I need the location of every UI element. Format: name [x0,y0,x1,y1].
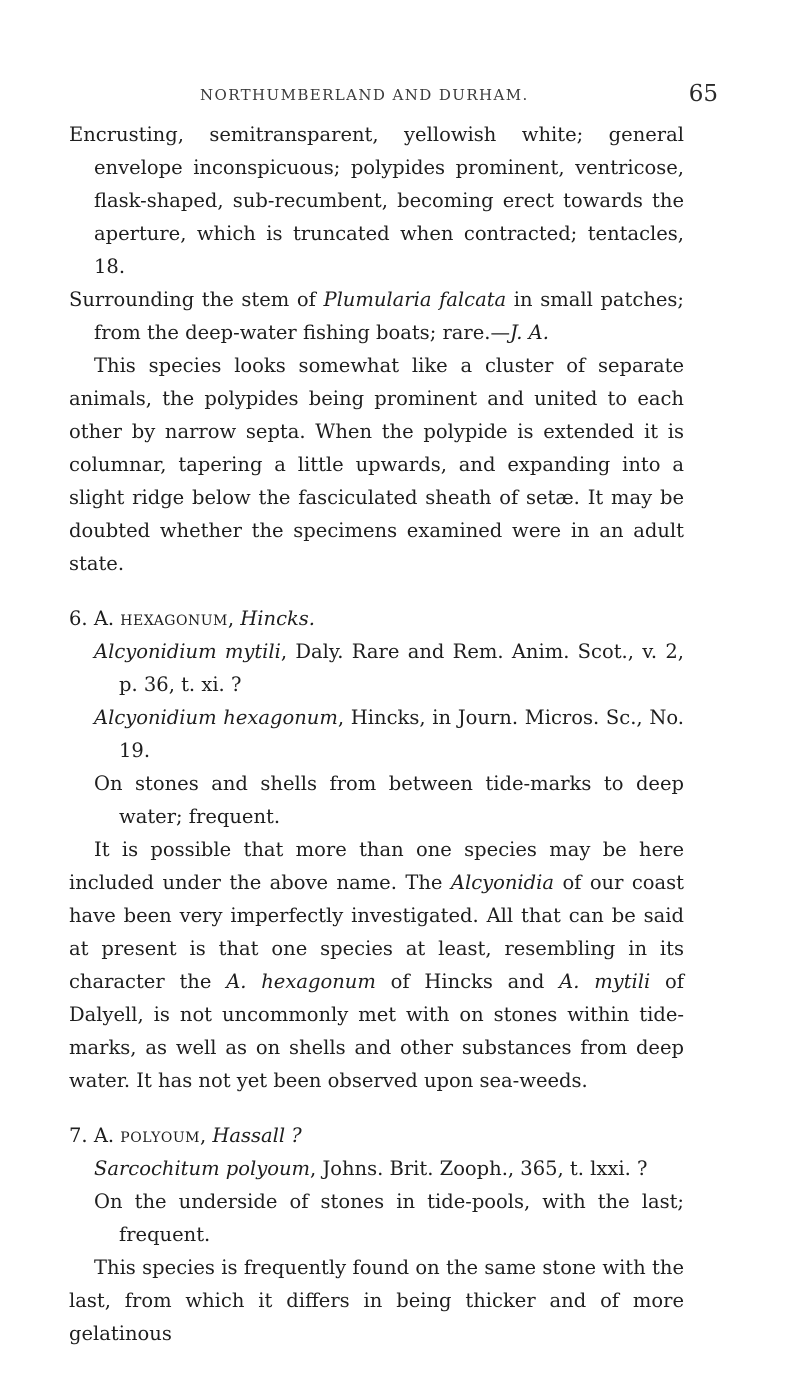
remarks-paragraph: It is possible that more than one species may be here included under the above name. The Alcyonidia of our coast have been very imperfectly investigated. All that can be said at present is that one species at least, resembling in its character the A. hexagonum of Hincks and A. mytili of Dalyell, is not uncommonly met with on stones within tide-marks, as well as on shells and other substances from deep water. It has not yet been observed upon sea-weeds. [69,838,684,1092]
entry-heading-7: 7. A. polyoum, Hassall ? [69,1124,302,1147]
page-header [0,82,800,112]
habitat-paragraph: Surrounding the stem of Plumularia falcata in small patches; from the deep-water fishing boats; rare.—J. A. [69,288,684,344]
synonym-entry: Alcyonidium mytili, Daly. Rare and Rem. Anim. Scot., v. 2, p. 36, t. xi. ? [94,640,685,696]
remarks-paragraph: This species looks somewhat like a cluster of separate animals, the polypides being prominent and united to each other by narrow septa. When the polypide is extended it is columnar, tapering a little upwards, and expanding into a slight ridge below the fasciculated sheath of setæ. It may be doubted whether the specimens examined were in an adult state. [69,354,684,575]
synonym-entry: Sarcochitum polyoum, Johns. Brit. Zooph., 365, t. lxxi. ? [94,1157,648,1180]
page-body [69,118,684,1350]
remarks-paragraph: This species is frequently found on the same stone with the last, from which it differs in being thicker and of more gelatinous [69,1256,684,1345]
synonym-entry: Alcyonidium hexagonum, Hincks, in Journ. Micros. Sc., No. 19. [94,706,684,762]
habitat-paragraph: On the underside of stones in tide-pools, with the last; frequent. [94,1190,684,1246]
habitat-paragraph: On stones and shells from between tide-marks to deep water; frequent. [94,772,684,828]
species-description: Encrusting, semitransparent, yellowish white; general envelope inconspicuous; polypides prominent, ventricose, flask-shaped, sub-recumbent, becoming erect towards the aperture, which is truncated when contracted; tentacles, 18. [69,123,684,278]
authority: Hincks. [240,607,316,630]
collector-initials: J. A. [509,321,549,344]
entry-heading-6: 6. A. hexagonum, Hincks. [69,607,316,630]
page-number: 65 [688,81,718,107]
authority: Hassall ? [212,1124,302,1147]
species-name: Plumularia falcata [323,288,507,311]
species-epithet: polyoum [120,1124,200,1147]
running-head: NORTHUMBERLAND AND DURHAM. [200,86,529,104]
species-epithet: hexagonum [120,607,228,630]
